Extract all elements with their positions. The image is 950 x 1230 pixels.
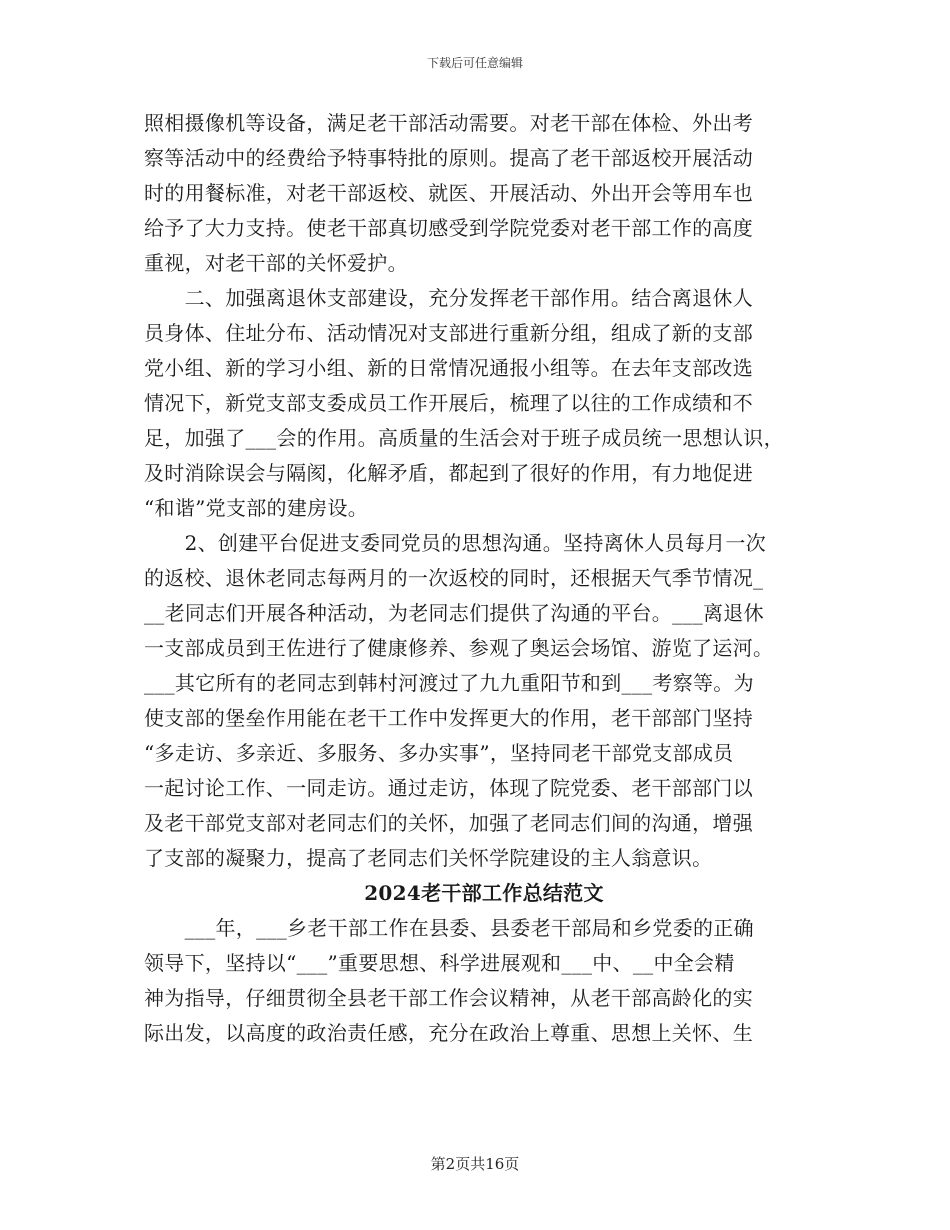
paragraph-line: 一起讨论工作、一同走访。通过走访，体现了院党委、老干部部门以 <box>144 776 753 800</box>
paragraph-line: 了支部的凝聚力，提高了老同志们关怀学院建设的主人翁意识。 <box>144 846 713 870</box>
paragraph-line: __老同志们开展各种活动，为老同志们提供了沟通的平台。___离退休 <box>144 601 764 625</box>
paragraph-line: ___其它所有的老同志到韩村河渡过了九九重阳节和到___考察等。为 <box>144 671 754 695</box>
paragraph-line: 际出发，以高度的政治责任感，充分在政治上尊重、思想上关怀、生 <box>144 1021 753 1045</box>
paragraph-line: 给予了大力支持。使老干部真切感受到学院党委对老干部工作的高度 <box>144 216 753 240</box>
paragraph-line: 及时消除误会与隔阂，化解矛盾，都起到了很好的作用，有力地促进 <box>144 461 753 485</box>
paragraph-line: 重视，对老干部的关怀爱护。 <box>144 251 408 275</box>
paragraph-line: 员身体、住址分布、活动情况对支部进行重新分组，组成了新的支部 <box>144 321 753 345</box>
paragraph-line: 时的用餐标准，对老干部返校、就医、开展活动、外出开会等用车也 <box>144 181 753 205</box>
page-footer: 第2页共16页 <box>430 1155 520 1173</box>
paragraph-line: “和谐”党支部的建房设。 <box>144 496 369 520</box>
paragraph-line: 神为指导，仔细贯彻全县老干部工作会议精神，从老干部高龄化的实 <box>144 986 753 1010</box>
paragraph-line: ___年，___乡老干部工作在县委、县委老干部局和乡党委的正确 <box>144 916 754 940</box>
section-title: 2024老干部工作总结范文 <box>364 881 604 905</box>
paragraph-line: 一支部成员到王佐进行了健康修养、参观了奥运会场馆、游览了运河。 <box>144 636 774 660</box>
page-header: 下载后可任意编辑 <box>426 56 523 70</box>
paragraph-line: 党小组、新的学习小组、新的日常情况通报小组等。在去年支部改选 <box>144 356 753 380</box>
paragraph-line: 领导下，坚持以“___”重要思想、科学进展观和___中、__中全会精 <box>144 951 735 975</box>
paragraph-line: “多走访、多亲近、多服务、多办实事”，坚持同老干部党支部成员 <box>144 741 734 765</box>
paragraph-line: 2、创建平台促进支委同党员的思想沟通。坚持离休人员每月一次 <box>144 531 767 555</box>
paragraph-line: 照相摄像机等设备，满足老干部活动需要。对老干部在体检、外出考 <box>144 111 753 135</box>
paragraph-line: 的返校、退休老同志每两月的一次返校的同时，还根据天气季节情况_ <box>144 566 764 590</box>
paragraph-line: 情况下，新党支部支委成员工作开展后，梳理了以往的工作成绩和不 <box>144 391 753 415</box>
paragraph-line: 察等活动中的经费给予特事特批的原则。提高了老干部返校开展活动 <box>144 146 753 170</box>
paragraph-line: 足，加强了___会的作用。高质量的生活会对于班子成员统一思想认识， <box>144 426 784 450</box>
paragraph-line: 使支部的堡垒作用能在老干工作中发挥更大的作用，老干部部门坚持 <box>144 706 753 730</box>
document-body <box>144 106 824 1051</box>
paragraph-line: 及老干部党支部对老同志们的关怀，加强了老同志们间的沟通，增强 <box>144 811 753 835</box>
paragraph-line: 二、加强离退休支部建设，充分发挥老干部作用。结合离退休人 <box>144 286 753 310</box>
